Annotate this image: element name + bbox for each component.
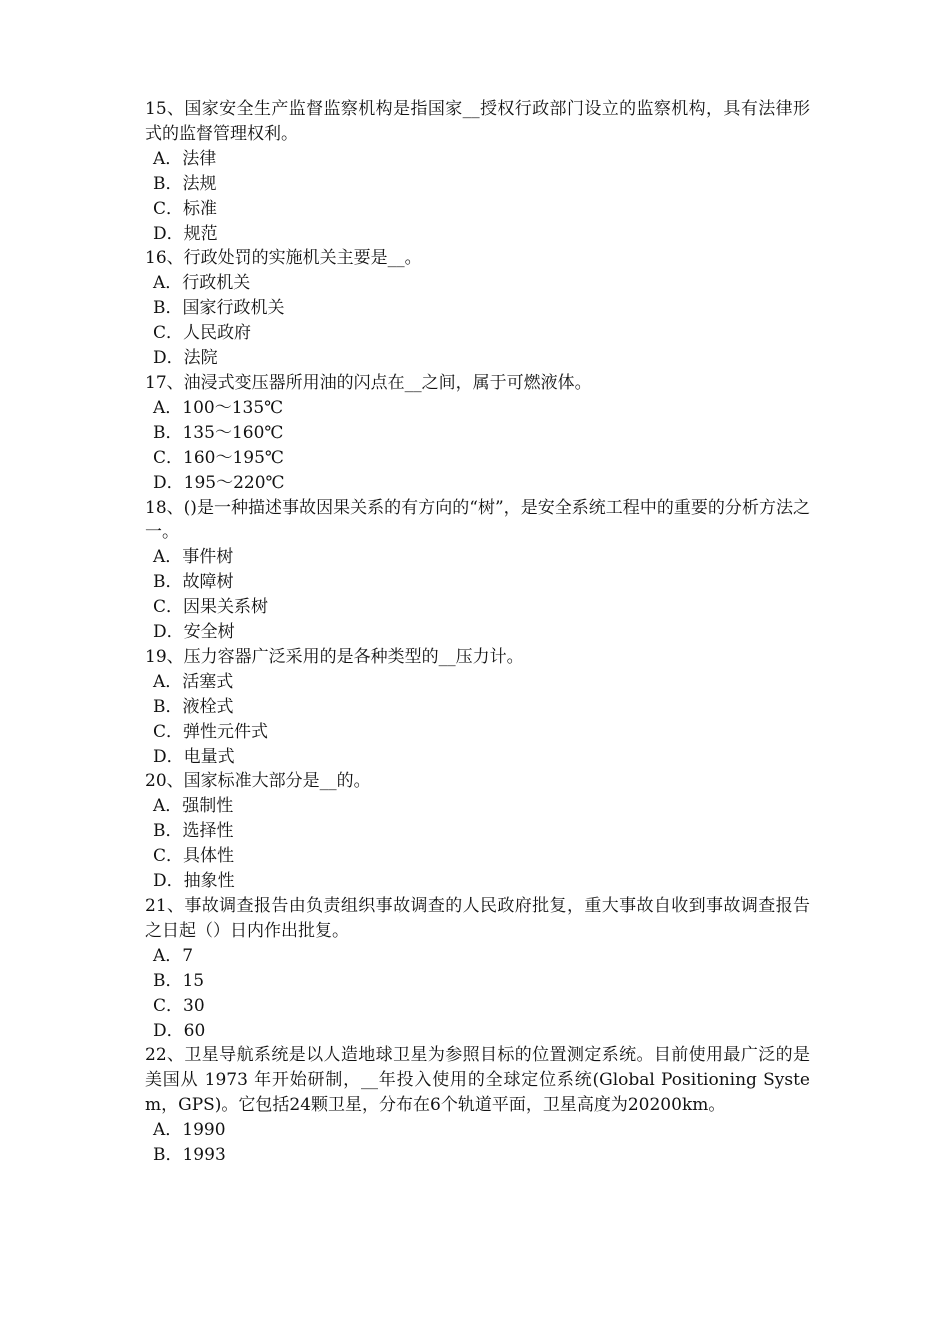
question-block xyxy=(145,97,810,246)
option-a: A．行政机关 xyxy=(153,273,251,294)
option-a: A．法律 xyxy=(153,148,217,169)
question-block xyxy=(145,371,810,496)
question-stem: 16、行政处罚的实施机关主要是__。 xyxy=(145,248,422,269)
option-b: B．15 xyxy=(153,970,205,991)
option-b: B．液栓式 xyxy=(153,696,234,717)
option-d: D．规范 xyxy=(153,223,218,244)
question-stem: 19、压力容器广泛采用的是各种类型的__压力计。 xyxy=(145,646,524,667)
option-a: A．活塞式 xyxy=(153,671,234,692)
option-b: B．135～160℃ xyxy=(153,422,284,443)
option-a: A．100～135℃ xyxy=(153,397,284,418)
question-stem: 17、油浸式变压器所用油的闪点在__之间，属于可燃液体。 xyxy=(145,372,592,393)
question-block xyxy=(145,769,810,894)
question-stem: 18、()是一种描述事故因果关系的有方向的“树”，是安全系统工程中的重要的分析方法之一。 xyxy=(145,497,810,543)
option-d: D．电量式 xyxy=(153,746,235,767)
option-c: C．因果关系树 xyxy=(153,597,269,618)
option-d: D．法院 xyxy=(153,348,218,369)
option-b: B．法规 xyxy=(153,173,217,194)
option-c: C．具体性 xyxy=(153,846,235,867)
option-c: C．人民政府 xyxy=(153,323,252,344)
question-block xyxy=(145,496,810,645)
option-a: A．强制性 xyxy=(153,796,234,817)
option-b: B．国家行政机关 xyxy=(153,298,285,319)
question-block xyxy=(145,645,810,770)
option-c: C．标准 xyxy=(153,198,218,219)
option-a: A．7 xyxy=(153,945,194,966)
option-a: A．事件树 xyxy=(153,547,234,568)
question-block xyxy=(145,894,810,1043)
question-stem: 20、国家标准大部分是__的。 xyxy=(145,771,371,792)
option-a: A．1990 xyxy=(153,1120,226,1141)
option-d: D．60 xyxy=(153,1020,206,1041)
question-stem: 21、事故调查报告由负责组织事故调查的人民政府批复，重大事故自收到事故调查报告之日起（）日内作出批复。 xyxy=(145,896,810,941)
option-b: B．故障树 xyxy=(153,572,234,593)
option-c: C．弹性元件式 xyxy=(153,721,269,742)
question-document xyxy=(145,97,810,1168)
option-c: C．30 xyxy=(153,995,205,1016)
option-d: D．抽象性 xyxy=(153,871,235,892)
question-block xyxy=(145,1043,810,1168)
option-d: D．195～220℃ xyxy=(153,472,285,493)
option-b: B．1993 xyxy=(153,1145,226,1166)
option-d: D．安全树 xyxy=(153,622,235,643)
option-c: C．160～195℃ xyxy=(153,447,284,468)
question-stem: 22、卫星导航系统是以人造地球卫星为参照目标的位置测定系统。目前使用最广泛的是美国从 1973 年开始研制，__年投入使用的全球定位系统(Global Positioning System，GPS)。它包括24颗卫星，分布在6个轨道平面，卫星高度为20200km。 xyxy=(145,1045,810,1116)
option-b: B．选择性 xyxy=(153,821,234,842)
question-stem: 15、国家安全生产监督监察机构是指国家__授权行政部门设立的监察机构，具有法律形式的监督管理权利。 xyxy=(145,99,810,144)
question-block xyxy=(145,246,810,371)
